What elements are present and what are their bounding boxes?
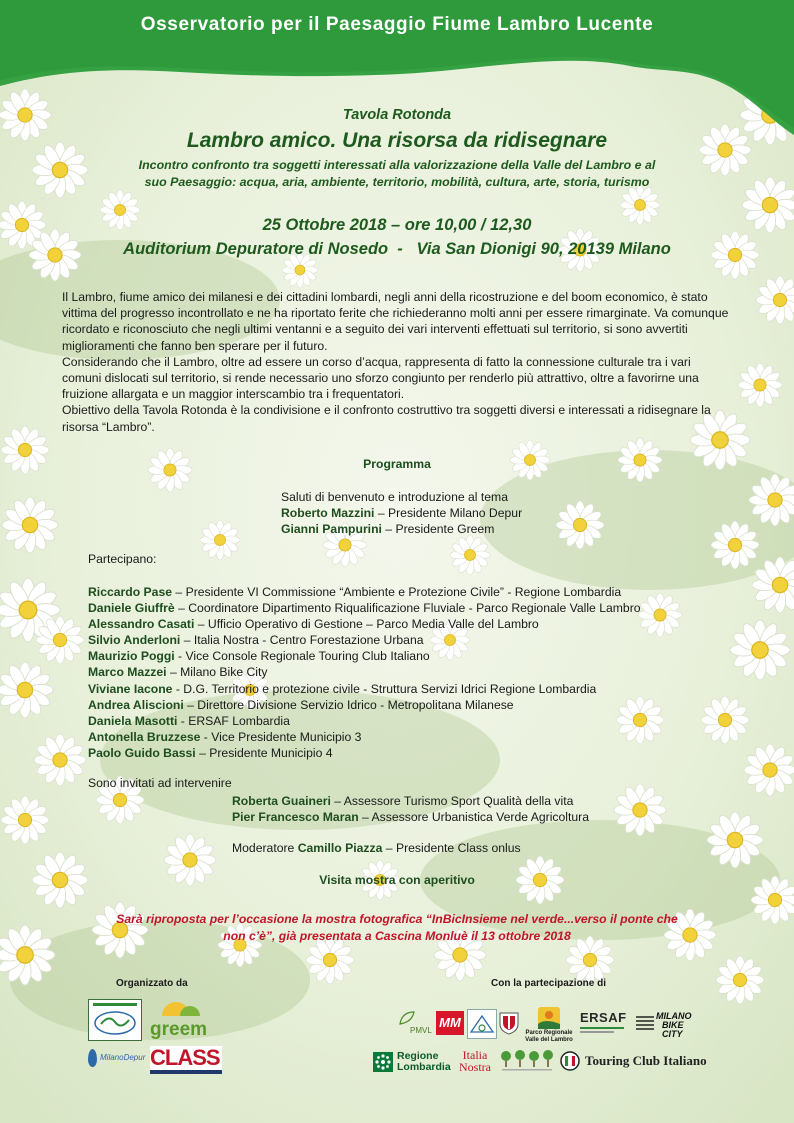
osservatorio-emblem-icon [89,1000,141,1040]
participant-row [88,616,768,632]
participant-row [88,584,768,600]
header-title: Osservatorio per il Paesaggio Fiume Lambro Lucente [140,14,654,35]
program-closing: Visita mostra con aperitivo [319,873,475,887]
intro-paragraph: Il Lambro, fiume amico dei milanesi e dei cittadini lombardi, negli anni della ricostruzione e del boom economico, è stato vittima del progresso incontrollato e ne ha riportato ferite che richiederanno molti anni per essere rimarginate. Va comunque ricordato e riconosciuto che negli ultimi ventanni e a seguito dei vari interventi effettuati sul territorio, si sono avvertiti miglioramenti che fanno ben sperare per il futuro. [62,290,729,353]
pmvl-logo [398,1010,434,1038]
intro-paragraph: Obiettivo della Tavola Rotonda è la condivisione e il confronto costruttivo tra soggetti diversi e interessati a ridisegnare la risorsa “Lambro”. [62,403,711,434]
parco-line: Parco Regionale [525,1030,573,1036]
event-subtitle-1: Incontro confronto tra soggetti interessati alla valorizzazione della Valle del Lambro e al [138,158,656,172]
participant-row [88,648,768,664]
italia-nostra-logo [455,1049,495,1075]
participant-row [88,681,768,697]
program-welcome-block [281,489,522,537]
exhibition-note [0,911,794,945]
host-name: Gianni Pampurini [281,522,382,536]
organized-label: Organizzato da [116,978,188,989]
participant-row [88,632,768,648]
invited-label: Sono invitati ad intervenire [88,776,232,790]
participant-role: - Vice Console Regionale Touring Club Italiano [174,649,430,664]
participant-name: Daniele Giuffrè [88,601,175,616]
event-title: Lambro amico. Una risorsa da ridisegnare [186,129,608,152]
bike-line: CITY [662,1029,683,1039]
host-row [281,505,522,521]
moderator-row [232,841,521,855]
rosa-camuna-icon [373,1052,393,1072]
invited-list [232,793,589,825]
participant-name: Alessandro Casati [88,617,195,632]
participant-role: – Milano Bike City [166,665,268,680]
participant-name: Paolo Guido Bassi [88,745,196,760]
program-welcome: Saluti di benvenuto e introduzione al tema [281,490,508,504]
invited-name: Pier Francesco Maran [232,810,359,824]
participants-list [88,584,768,761]
touring-club-logo [560,1051,710,1073]
participant-name: Andrea Aliscioni [88,697,184,712]
participant-role: – Direttore Divisione Servizio Idrico - Metropolitana Milanese [183,697,514,712]
class-wordmark: CLASS [150,1045,220,1070]
participant-name: Viviane Iacone [88,681,173,696]
touring-emblem-icon [560,1051,580,1071]
milanodepur-wordmark: MilanoDepur [100,1053,146,1062]
ersaf-wordmark: ERSAF [580,1010,627,1025]
municipio-emblem-icon [468,1010,496,1038]
greem-sun-icon [150,1000,222,1016]
host-role: – Presidente Milano Depur [374,506,523,520]
participant-row [88,745,768,761]
parco-valle-lambro-logo [524,1006,574,1044]
participant-name: Daniela Masotti [88,713,178,728]
mm-logo: MM [436,1011,464,1035]
participant-role: – Italia Nostra - Centro Forestazione Urbana [180,633,424,648]
italia-nostra-line: Nostra [459,1060,491,1074]
participant-row [88,600,768,616]
bike-line: BIKE [662,1020,684,1030]
participant-role: - D.G. Territorio e protezione civile - Struttura Servizi Idrici Regione Lombardia [172,681,597,696]
participant-row [88,664,768,680]
participant-role: – Coordinatore Dipartimento Riqualificazione Fluviale - Parco Regionale Valle Lambro [174,601,641,616]
participant-name: Silvio Anderloni [88,633,181,648]
greem-wordmark: greem [150,1019,208,1040]
participant-role: - ERSAF Lombardia [177,713,290,728]
moderator-name: Camillo Piazza [297,841,383,855]
partners-label: Con la partecipazione di [491,978,607,989]
regione-line: Lombardia [397,1061,451,1073]
note-line: Sarà riproposta per l’occasione la mostra fotografica “InBicInsieme nel verde...verso il ponte che [116,912,678,926]
participant-row [88,697,768,713]
program-heading: Programma [363,457,431,471]
host-name: Roberto Mazzini [281,506,375,520]
invited-role: – Assessore Urbanistica Verde Agricoltura [358,810,589,824]
note-line: non c’è”, già presentata a Cascina Monluè il 13 ottobre 2018 [223,929,571,943]
moderator-role: – Presidente Class onlus [382,841,521,855]
trees-icon [498,1049,556,1073]
osservatorio-logo [88,999,142,1041]
regione-line: Regione [397,1050,439,1062]
participant-name: Marco Mazzei [88,665,167,680]
regione-lombardia-logo [373,1050,453,1074]
italia-nostra-line: Italia [462,1048,488,1062]
pmvl-leaf-icon [398,1010,418,1026]
pmvl-wordmark: PMVL [410,1026,432,1035]
event-venue: Auditorium Depuratore di Nosedo - Via San Dionigi 90, 20139 Milano [123,240,671,258]
regione-wordmark [397,1051,451,1073]
event-date: 25 Ottobre 2018 – ore 10,00 / 12,30 [262,216,532,234]
participant-role: – Ufficio Operativo di Gestione – Parco Media Valle del Lambro [194,617,539,632]
participant-row [88,729,768,745]
event-kicker: Tavola Rotonda [342,107,452,123]
intro-paragraph: Considerando che il Lambro, oltre ad essere un corso d’acqua, rappresenta di fatto la connessione culturale tra i vari comuni dislocati sul territorio, si rende necessario uno sforzo congiunto per renderlo più attrattivo, oltre a favorirne una fruizione allargata e un maggior interscambio tra i frequentatori. [62,354,699,402]
event-subtitle-2: suo Paesaggio: acqua, aria, ambiente, territorio, mobilità, cultura, arte, storia, turismo [144,175,650,189]
water-drop-icon [88,1049,97,1067]
ersaf-logo [580,1010,628,1038]
parco-wordmark [524,1030,574,1044]
bike-line: MILANO [656,1011,692,1021]
greem-logo [150,1000,222,1038]
parco-emblem-icon [537,1006,561,1030]
bike-stripes-icon [634,1012,656,1034]
municipio-4-logo [467,1009,497,1039]
participant-name: Riccardo Pase [88,585,173,599]
participant-role: – Presidente VI Commissione “Ambiente e Protezione Civile” - Regione Lombardia [172,585,622,599]
participants-label: Partecipano: [88,552,157,566]
host-role: – Presidente Greem [381,522,495,536]
invited-name: Roberta Guaineri [232,794,331,808]
shield-icon [498,1011,520,1035]
touring-wordmark: Touring Club Italiano [585,1053,707,1068]
host-row [281,521,522,537]
participant-name: Antonella Bruzzese [88,729,201,744]
participant-role: – Presidente Municipio 4 [195,745,333,760]
municipio-3-logo [498,1011,520,1035]
participant-role: - Vice Presidente Municipio 3 [200,729,362,744]
milanodepur-logo [88,1047,148,1071]
moderator-label: Moderatore [232,841,298,855]
invited-row [232,809,589,825]
forestazione-logo [498,1049,556,1073]
milano-bike-city-logo [634,1010,694,1038]
class-logo [150,1046,222,1074]
invited-role: – Assessore Turismo Sport Qualità della vita [330,794,574,808]
invited-row [232,793,589,809]
participant-row [88,713,768,729]
parco-line: Valle del Lambro [525,1037,573,1043]
intro-text [62,289,732,435]
participant-name: Maurizio Poggi [88,649,175,664]
